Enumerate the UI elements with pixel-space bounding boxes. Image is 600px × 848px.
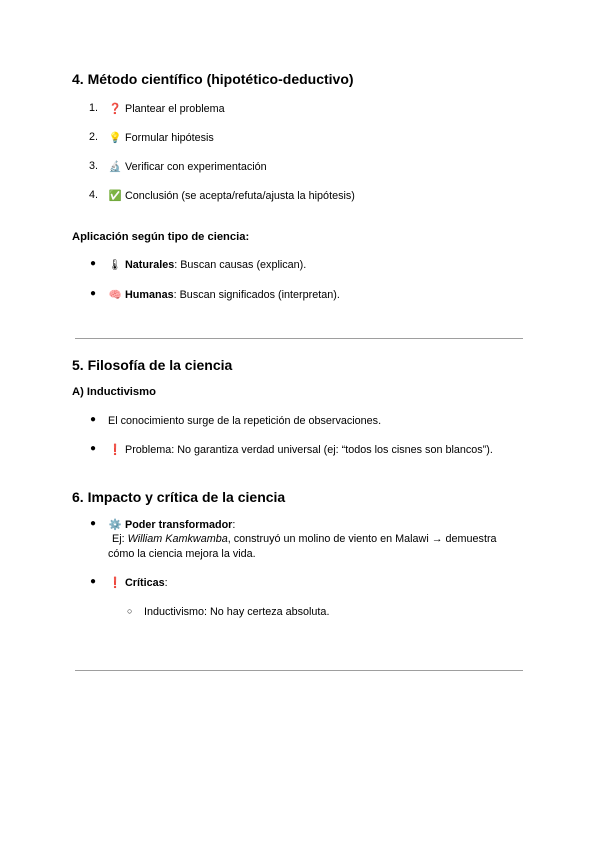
section-5-title: 5. Filosofía de la ciencia xyxy=(72,357,233,373)
application-text xyxy=(125,258,306,272)
bullet: ● xyxy=(90,576,97,587)
power-term: Poder transformador xyxy=(125,519,233,531)
thermometer-icon: 🌡 xyxy=(108,259,122,271)
bullet: ● xyxy=(90,258,97,269)
step-text: Verificar con experimentación xyxy=(125,161,267,173)
application-desc: : Buscan significados (interpretan). xyxy=(173,289,340,301)
exclamation-icon: ❗ xyxy=(108,444,122,456)
microscope-icon: 🔬 xyxy=(108,161,122,173)
bullet: ● xyxy=(90,518,97,529)
bullet: ● xyxy=(90,414,97,425)
check-mark-icon: ✅ xyxy=(108,190,122,202)
power-example-line-1 xyxy=(112,532,497,546)
application-desc: : Buscan causas (explican). xyxy=(174,259,307,271)
light-bulb-icon: 💡 xyxy=(108,132,122,144)
example-prefix: Ej: xyxy=(112,533,128,545)
application-term: Naturales xyxy=(125,259,175,271)
section-divider xyxy=(75,670,523,671)
list-item-text: El conocimiento surge de la repetición de observaciones. xyxy=(108,415,382,427)
power-colon: : xyxy=(232,519,236,531)
application-text xyxy=(125,288,340,302)
bullet: ● xyxy=(90,443,97,454)
sub-bullet: ○ xyxy=(127,606,133,616)
step-number: 2. xyxy=(88,131,98,143)
section-6-title: 6. Impacto y crítica de la ciencia xyxy=(72,489,286,505)
step-text: Formular hipótesis xyxy=(125,132,214,144)
section-divider xyxy=(75,338,523,339)
bullet: ● xyxy=(90,288,97,299)
example-rest: , construyó un molino de viento en Malawi → demuestra xyxy=(227,533,497,545)
inductivism-subheading: A) Inductivismo xyxy=(72,386,156,398)
criticism-subitem: Inductivismo: No hay certeza absoluta. xyxy=(144,606,330,618)
application-term: Humanas xyxy=(125,289,174,301)
step-number: 4. xyxy=(88,189,98,201)
example-name: William Kamkwamba xyxy=(127,533,228,545)
step-number: 1. xyxy=(88,102,98,114)
section-4-title: 4. Método científico (hipotético-deductivo) xyxy=(72,71,354,87)
gear-icon: ⚙️ xyxy=(108,519,122,531)
step-number: 3. xyxy=(88,160,98,172)
brain-icon: 🧠 xyxy=(108,289,122,301)
criticism-colon: : xyxy=(164,577,168,589)
criticism-term: Críticas xyxy=(125,577,165,589)
step-text: Conclusión (se acepta/refuta/ajusta la hipótesis) xyxy=(125,190,355,202)
list-item-text: Problema: No garantiza verdad universal (ej: “todos los cisnes son blancos”). xyxy=(125,444,493,456)
application-heading: Aplicación según tipo de ciencia: xyxy=(72,231,250,243)
question-mark-icon: ❓ xyxy=(108,103,122,115)
criticism-label xyxy=(125,576,168,590)
step-text: Plantear el problema xyxy=(125,103,225,115)
power-example-line-2: cómo la ciencia mejora la vida. xyxy=(108,548,256,560)
exclamation-icon: ❗ xyxy=(108,577,122,589)
power-label xyxy=(125,518,235,532)
